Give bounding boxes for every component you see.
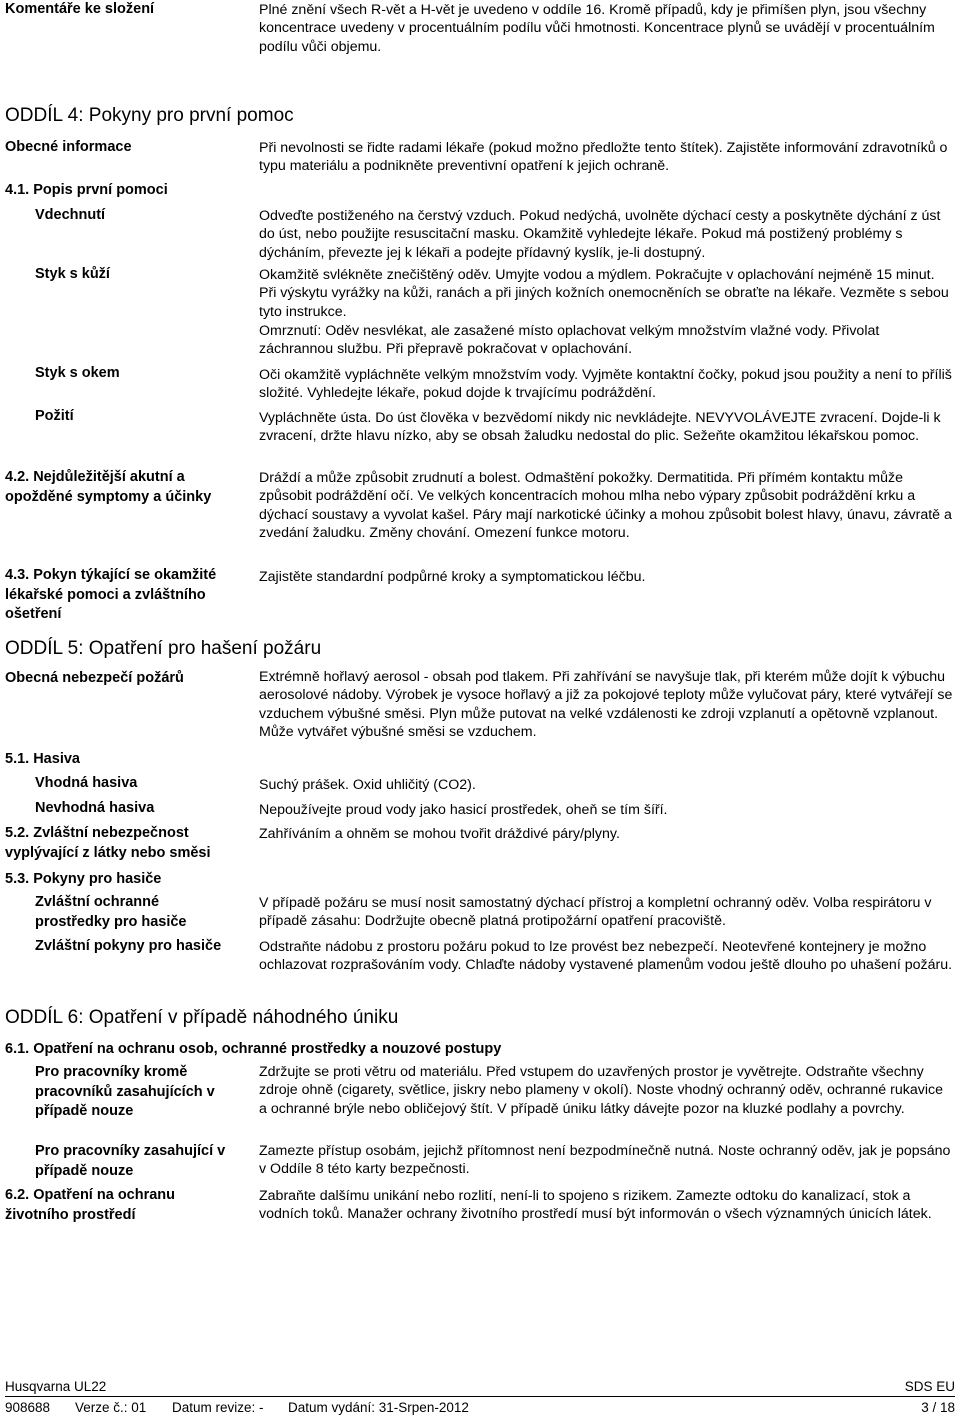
subsection-4-3-heading: 4.3. Pokyn týkající se okamžité lékařské pomoci a zvláštního ošetření [5,567,217,622]
ingestion-label: Požití [35,408,74,424]
section-5-title: ODDÍL 5: Opatření pro hašení požáru [5,638,322,659]
footer-revision-date: Datum revize: - [172,1400,264,1415]
suitable-media-label: Vhodná hasiva [35,775,138,791]
eye-contact-label: Styk s okem [35,365,120,381]
footer-divider [5,1396,955,1397]
skin-contact-text: Okamžitě svlékněte znečištěný oděv. Umyjte vodou a mýdlem. Pokračujte v oplachování nejméně 15 minut. Při výskytu vyrážky na kůži, ranách a při jiných kožních onemocněních se obraťte na lékaře. Vezměte s sebou tyto instrukce. [259,267,949,320]
general-info-label: Obecné informace [5,139,132,155]
protective-equipment-label: Zvláštní ochranné prostředky pro hasiče [35,894,187,930]
composition-comments-text: Plné znění všech R-vět a H-vět je uvedeno v oddíle 16. Kromě případů, kdy je přimíšen plyn, jsou všechny koncentrace uvedeny v procentuálním podílu vůči hmotnosti. Koncentrace plynů se uvádějí v procentuálním podílu vůči objemu. [259,2,935,55]
section-4-title: ODDÍL 4: Pokyny pro první pomoc [5,105,294,126]
composition-comments-label: Komentáře ke složení [5,1,155,17]
non-emergency-personnel-text: Zdržujte se proti větru od materiálu. Před vstupem do uzavřených prostor je vyvětrejte. Odstraňte všechny zdroje ohně (cigarety, světlice, jiskry nebo plameny v okolí). Noste vhodný ochranný oděv, ochranné rukavice a ochranné brýle nebo obličejový štít. V případě úniku látky dávejte pozor na kluzké podlahy a povrchy. [259,1064,943,1117]
emergency-responders-label: Pro pracovníky zasahující v případě nouze [35,1143,226,1179]
medical-attention-text: Zajistěte standardní podpůrné kroky a symptomatickou léčbu. [259,569,646,585]
subsection-4-2-heading: 4.2. Nejdůležitější akutní a opožděné symptomy a účinky [5,469,212,505]
subsection-4-1-heading: 4.1. Popis první pomoci [5,182,168,198]
footer-version: Verze č.: 01 [75,1400,147,1415]
subsection-5-3-heading: 5.3. Pokyny pro hasiče [5,871,162,887]
footer-page-number: 3 / 18 [921,1400,955,1415]
non-emergency-personnel-label: Pro pracovníky kromě pracovníků zasahujících v případě nouze [35,1064,215,1119]
subsection-6-2-heading: 6.2. Opatření na ochranu životního prostředí [5,1187,176,1223]
general-fire-hazards-label: Obecná nebezpečí požárů [5,670,184,686]
emergency-responders-text: Zamezte přístup osobám, jejichž přítomnost není bezpodmínečně nutná. Noste ochranný oděv, jak je popsáno v Oddíle 8 této karty bezpečnosti. [259,1143,951,1178]
subsection-6-1-heading: 6.1. Opatření na ochranu osob, ochranné prostředky a nouzové postupy [5,1041,502,1057]
environmental-precautions-text: Zabraňte dalšímu unikání nebo rozlití, není-li to spojeno s rizikem. Zamezte odtoku do kanalizací, stok a vodních toků. Manažer ochrany životního prostředí musí být informován o všech významných únicích látek. [259,1188,932,1223]
suitable-media-text: Suchý prášek. Oxid uhličitý (CO2). [259,777,476,793]
specific-hazards-text: Zahříváním a ohněm se mohou tvořit dráždivé páry/plyny. [259,826,620,842]
unsuitable-media-label: Nevhodná hasiva [35,800,155,816]
inhalation-label: Vdechnutí [35,207,106,223]
skin-contact-label: Styk s kůží [35,266,110,282]
section-6-title: ODDÍL 6: Opatření v případě náhodného úniku [5,1007,399,1028]
footer-issue-date: Datum vydání: 31-Srpen-2012 [288,1400,469,1415]
firefighter-instructions-text: Odstraňte nádobu z prostoru požáru pokud to lze provést bez nebezpečí. Neotevřené kontejnery je možno ochlazovat rozprašováním vody. Chlaďte nádoby vystavené plamenům vodou ještě dlouho po uhašení požáru. [259,939,953,974]
symptoms-text: Dráždí a může způsobit zrudnutí a bolest. Odmaštění pokožky. Dermatitida. Při přímém kontaktu může způsobit podráždění očí. Ve velkých koncentracích mohou mlha nebo výpary způsobit podráždění krku a dýchací soustavy a vyvolat kašel. Páry mají narkotické účinky a mohou způsobit bolest hlavy, únavu, závratě a zvedání žaludku. Změny chování. Omezení funkce motoru. [259,470,952,542]
subsection-5-2-heading: 5.2. Zvláštní nebezpečnost vyplývající z látky nebo směsi [5,825,211,861]
inhalation-text: Odveďte postiženého na čerstvý vzduch. Pokud nedýchá, uvolněte dýchací cesty a poskytněte dýchání z úst do úst, nebo použijte resuscitační masku. Okamžitě vyhledejte lékaře. Pokud má postižený problémy s dýcháním, převezte jej k lékaři a podejte přídavný kyslík, je-li dostupný. [259,208,941,261]
general-info-text: Při nevolnosti se řidte radami lékaře (pokud možno předložte tento štítek). Zajistěte informování zdravotníků o typu materiálu a podnikněte preventivní opatření k jejich ochraně. [259,140,948,175]
skin-contact-text-frostbite: Omrznutí: Oděv nesvlékat, ale zasažené místo oplachovat velkým množstvím vlažné vody. Přivolat záchrannou službu. Při přepravě pokračovat v oplachování. [259,323,880,358]
footer-product-code: 908688 [5,1400,51,1415]
subsection-5-1-heading: 5.1. Hasiva [5,751,80,767]
protective-equipment-text: V případě požáru se musí nosit samostatný dýchací přístroj a kompletní ochranný oděv. Volba respirátoru v případě zásahu: Dodržujte obecně platná protipožární opatření pracoviště. [259,895,932,930]
eye-contact-text: Oči okamžitě vypláchněte velkým množstvím vody. Vyjměte kontaktní čočky, pokud jsou použity a není to příliš složité. Vyhledejte lékaře, pokud dojde k trvajícímu podráždění. [259,367,952,402]
unsuitable-media-text: Nepoužívejte proud vody jako hasicí prostředek, oheň se tím šíří. [259,802,668,818]
general-fire-hazards-text: Extrémně hořlavý aerosol - obsah pod tlakem. Při zahřívání se navyšuje tlak, při kterém může dojít k výbuchu aerosolové nádoby. Výrobek je vysoce hořlavý a již za pokojové teploty může vylučovat páry, které vytvářejí se vzduchem výbušné směsi. Plyn může putovat na velké vzdálenosti ke zdroji vzplanutí a opětovně vzplanout. Může vytvářet výbušné směsi se vzduchem. [259,669,953,741]
firefighter-instructions-label: Zvláštní pokyny pro hasiče [35,938,222,954]
ingestion-text: Vypláchněte ústa. Do úst člověka v bezvědomí nikdy nic nevkládejte. NEVYVOLÁVEJTE zvracení. Dojde-li k zvracení, držte hlavu nízko, aby se obsah žaludku nedostal do plic. Sežeňte okamžitou lékařskou pomoc. [259,410,941,445]
footer-document-type: SDS EU [904,1379,955,1394]
footer-product-name: Husqvarna UL22 [5,1379,107,1394]
